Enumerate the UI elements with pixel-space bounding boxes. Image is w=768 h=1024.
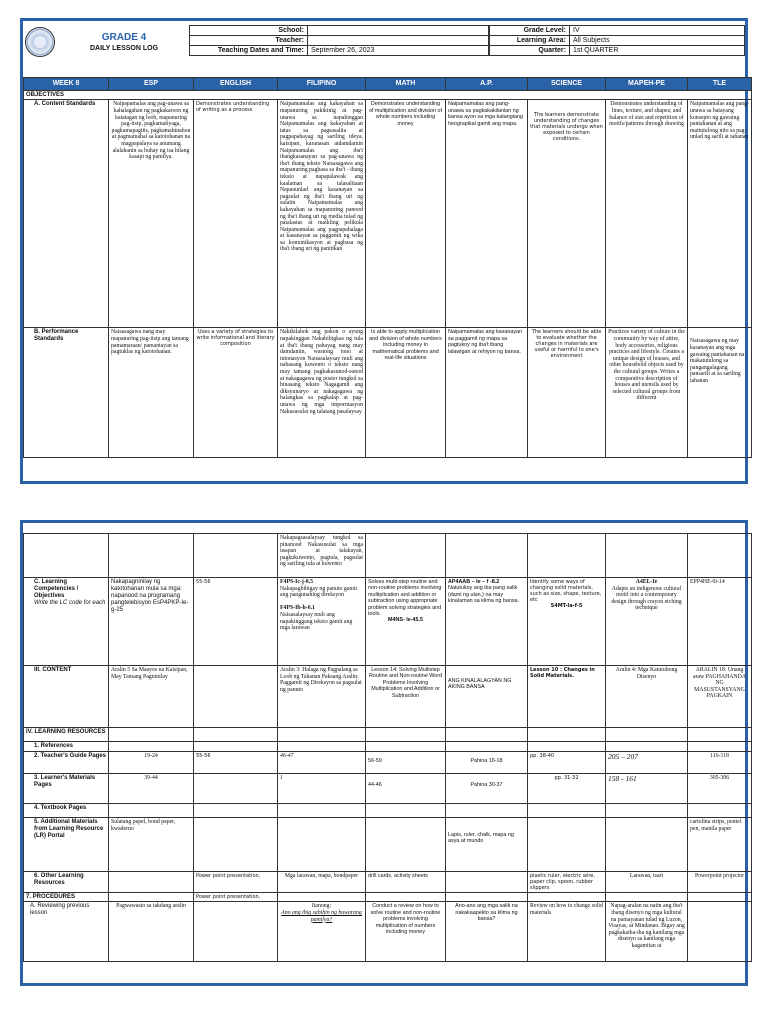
procedures-row: [24, 893, 752, 902]
content-label: III. CONTENT: [24, 666, 109, 728]
grade-title: GRADE 4: [101, 31, 147, 43]
col-tle: TLE: [688, 78, 752, 91]
objectives-row: [24, 91, 752, 100]
references-label: 1. References: [24, 742, 109, 752]
col-mapeh: MAPEH-PE: [606, 78, 688, 91]
quarter-value: 1st QUARTER: [570, 46, 745, 56]
ct-english: [194, 666, 278, 728]
lc-math-text: Solves multi-step routine and non-routine problems involving multiplication and addition or subtraction using appropriate problem solving strategies and tools.: [368, 579, 442, 618]
competencies-title: C. Learning Competencies / Objectives: [34, 579, 79, 599]
header-table: [23, 25, 745, 59]
content-standards-label: A. Content Standards: [24, 100, 109, 328]
header-left-box: [189, 25, 489, 56]
other-resources-row: [24, 872, 752, 893]
performance-standards-label: B. Performance Standards: [24, 328, 109, 458]
content-standards-row: [24, 100, 752, 328]
additional-materials-label: 5. Additional Materials from Learning Resource (LR) Portal: [24, 818, 109, 872]
log-title: DAILY LESSON LOG: [89, 44, 159, 52]
textbook-label: 4. Textbook Pages: [24, 804, 109, 818]
reviewing-label: A. Reviewing previous lesson: [24, 902, 109, 962]
lm-ap: Pahina 30-37: [446, 774, 528, 804]
deped-seal-icon: [25, 27, 55, 57]
ps-english: Uses a variety of strategies to write informational and literary composition: [194, 328, 278, 458]
tg-ap: Pahina 16-18: [446, 752, 528, 774]
lc-mapeh-code: A4EL-Ie: [635, 579, 658, 585]
rv-filipino: [278, 902, 366, 962]
lc-english: 55-56: [194, 578, 278, 666]
teacher-label: Teacher:: [190, 36, 308, 46]
learning-area-label: Learning Area:: [490, 36, 570, 46]
learners-materials-label: 3. Learner's Materials Pages: [24, 774, 109, 804]
tg-tle: 116-118: [688, 752, 752, 774]
tg-filipino: 46-47: [278, 752, 366, 774]
teachers-guide-label: 2. Teacher's Guide Pages: [24, 752, 109, 774]
quarter-label: Quarter:: [490, 46, 570, 56]
lm-english: [194, 774, 278, 804]
lm-math: 44-46: [366, 774, 446, 804]
performance-standards-row: [24, 328, 752, 458]
lc-math-code: M4NS- Ie-45.5: [387, 617, 424, 624]
lc-filipino-code-2: F4PS-Ib-h-6.1: [280, 605, 315, 612]
cont-filipino: Nakapagsasalaysay tungkol sa pinanood Nakasusulat sa mga usapan at talakayan, pagkukuwento, pagtula, pagsulat ng sariling tula at kuwento: [278, 534, 366, 578]
ps-ap: Naipamamalas ang kasanayan sa paggamit ng mapa sa pagtukoy ng iba't ibang lalawigan at rehiyon ng bansa.: [446, 328, 528, 458]
or-filipino: Mga larawan, mapa, bondpaper: [278, 872, 366, 893]
teacher-value: [308, 36, 489, 46]
other-resources-label: 6. Other Learning Resources: [24, 872, 109, 893]
tg-english: 55-56: [194, 752, 278, 774]
cs-mapeh: Demonstrates understanding of lines, texture, and shapes; and balance of size and repetition of motifs/patterns through drawing: [606, 100, 688, 328]
lesson-log-page-1: [20, 18, 748, 484]
objectives-label: OBJECTIVES: [24, 91, 752, 100]
ps-tle: Naisasagawa ng may kasanayan ang mga gawaing pantahanan na makatutulong sa pangangalagang pansarili at sa sariling tahanan: [688, 328, 752, 458]
ps-science: The learners should be able to evaluate whether the changes in materials are useful or harmful to one's environment: [528, 328, 606, 458]
ct-tle: ARALIN 18: Unang araw PAGHAHANDA NG MASUSTANSYANG PAGKAIN: [688, 666, 752, 728]
ct-math: Lesson 14: Solving Multistep Routine and Non-routine Word Problems Involving Multiplication and Addition or Subtraction: [366, 666, 446, 728]
school-label: School:: [190, 26, 308, 36]
lc-math: [366, 578, 446, 666]
header-right-box: [489, 25, 745, 56]
ct-filipino: Aralin 3: Halaga ng Pagpalang sa Loob ng Tahanan Paksang Aralin: Paggamit ng Direksyon sa pagsulat ng panuto: [278, 666, 366, 728]
cs-english: Demonstrates understanding of writing as a process: [194, 100, 278, 328]
school-value: [308, 26, 489, 36]
ct-mapeh: Aralin 4: Mga Katutubong Disenyo: [606, 666, 688, 728]
lm-mapeh: 158 - 161: [606, 774, 688, 804]
references-row: [24, 742, 752, 752]
cs-science: The learners demonstrate understanding of changes that materials undergo when exposed to certain conditions.: [528, 100, 606, 328]
lm-science: pp. 31-32: [528, 774, 606, 804]
ct-esp: Aralin 5 Sa Maayos na Kaisipan, May Tamang Pagninilay: [109, 666, 194, 728]
additional-materials-row: [24, 818, 752, 872]
grade-level-label: Grade Level:: [490, 26, 570, 36]
lc-filipino-text-1: Nakapagbibigay ng panuto gamit ang pangunahing direksyon: [280, 585, 358, 599]
lm-esp: 39-44: [109, 774, 194, 804]
lesson-log-page-2: [20, 520, 748, 986]
rv-ap: Ano-ano ang mga salik na nakakaapekto sa klima ng bansa?: [446, 902, 528, 962]
rv-science: Review on how to change solid materials: [528, 902, 606, 962]
lc-ap-text: Natutukoy ang iba pang salik (dami ng ulan,) na may kinalaman sa klima ng bansa.: [448, 585, 520, 605]
tg-esp: 19-24: [109, 752, 194, 774]
competencies-row: [24, 578, 752, 666]
lc-science: [528, 578, 606, 666]
rv-mapeh: Napag-aralan na natin ang iba't ibang disenyo ng mga kultural na pamayanan tulad ng Luzon, Visayas, at Mindanao. Bigay ang pagkakaiba-iba ng kanilang mga disenyo sa kanilang mga kagamitan at: [606, 902, 688, 962]
ct-ap: ANG KINALALAGYAN NG AKING BANSA: [446, 666, 528, 728]
am-tle: cartolina strips, pentel pen, manila paper: [688, 818, 752, 872]
learning-resources-label: IV. LEARNING RESOURCES: [24, 728, 109, 742]
lc-filipino: [278, 578, 366, 666]
am-esp: Sulatang papel, bond paper, kwaderno: [109, 818, 194, 872]
col-science: SCIENCE: [528, 78, 606, 91]
col-english: ENGLISH: [194, 78, 278, 91]
lc-science-text: Identify some ways of changing solid materials, such as size, shape, texture, etc: [530, 579, 602, 603]
lc-ap: [446, 578, 528, 666]
col-filipino: FILIPINO: [278, 78, 366, 91]
learning-area-value: All Subjects: [570, 36, 745, 46]
lesson-table-page-2: [23, 533, 752, 962]
reviewing-row: [24, 902, 752, 962]
textbook-row: [24, 804, 752, 818]
lc-mapeh-text: Adapts an indigenous cultural motif into a contemporary design through crayon etching technique: [611, 585, 682, 612]
lc-filipino-text-2: Naisasalaysay muli ang napakinggang teksto gamit ang mga larawan: [280, 611, 353, 632]
cs-ap: Naipamamalas ang pang-unawa sa pagkakakilanlan ng bansa ayon sa mga katangiang heograpikal gamit ang mapa.: [446, 100, 528, 328]
content-row: [24, 666, 752, 728]
rv-esp: Pagwawasto sa takdang aralin: [109, 902, 194, 962]
ct-science: Lesson 10 : Changes in Solid Materials.: [528, 666, 606, 728]
rv-filipino-prompt: Itanong:: [311, 903, 332, 910]
lesson-table-page-1: [23, 77, 752, 458]
continuation-row: [24, 534, 752, 578]
learning-resources-row: [24, 728, 752, 742]
or-tle: Powerpoint projector: [688, 872, 752, 893]
or-math: drill cards, activity sheets: [366, 872, 446, 893]
learners-materials-row: [24, 774, 752, 804]
ps-mapeh: Practices variety of culture in the community by way of attire, body accessories, religious practices and lifestyle. Creates a unique design of houses, and other household objects used by the cultural groups. Writes a comparative description of houses and utensils used by selected cultural groups from different: [606, 328, 688, 458]
rv-math: Conduct a review on how to solve routine and non-routine problems involving multiplication of numbers including money: [366, 902, 446, 962]
lc-filipino-code-1: F4PS-Ic-j-8.5: [280, 579, 314, 585]
lm-filipino: 1: [278, 774, 366, 804]
lc-ap-code: AP4AAB – Ie – f -8.2: [448, 579, 500, 585]
or-english: Power point presentation,: [194, 872, 278, 893]
col-math: MATH: [366, 78, 446, 91]
cs-esp: Naipapamalas ang pag-unawa sa kahalagahan ng pagkakaroon ng katatagan ng loob, mapanuring pag-iisip, pagkamatiyaga, pagkamapagtiis, pagkamahinahon at pagmamahal sa katotohanan na magpapalaya sa anumang alalahanin sa buhay ng isa bilang kasapi ng pamilya.: [109, 100, 194, 328]
cs-math: Demonstrates understanding of multiplication and division of whole numbers including money: [366, 100, 446, 328]
lc-tle: EPP4HE-0i-14: [688, 578, 752, 666]
dates-value: September 26, 2023: [308, 46, 489, 56]
tg-science: pp. 38-40: [528, 752, 606, 774]
cs-tle: Naipamamalas ang pang-unawa sa batayang konsepto ng gawaing pantahanan at ang maitutulong nito sa pag-unlad ng sarili at tahanan: [688, 100, 752, 328]
lm-tle: 305-306: [688, 774, 752, 804]
column-header-row: [24, 78, 752, 91]
proc-english: Power point presentation,: [194, 893, 278, 902]
grade-level-value: IV: [570, 26, 745, 36]
competencies-label: [24, 578, 109, 666]
procedures-label: 7. PROCEDURES: [24, 893, 109, 902]
am-ap: Lapis, ruler, chalk, mapa ng asya at mundo: [446, 818, 528, 872]
lc-esp: Nakapagninilay ng katotohanan mula sa mga: napanood na programang pangtelebisyon EsP4PKP-Ie-g-25: [109, 578, 194, 666]
tg-mapeh: 205 – 207: [606, 752, 688, 774]
ps-esp: Naisasagawa nang may mapanuring pag-iisip ang tamang pamamaraan/ pamantayan sa pagtuklas ng katotohanan.: [109, 328, 194, 458]
competencies-sublabel: Write the LC code for each: [34, 600, 106, 606]
ps-filipino: Nakikilahok ang pakon o ayung napakinggan Nakabibigkas ng tula at iba't ibang pahayag nang may damdamin, wastong tono at intonasyon Naisasalaysay muli ang nabasang kuwento o teksto nang may tamang pagkakasunod-sunod at nakagagawa ng poster tungkol sa binasang teksto Nagagamit ang diksyunaryo at nakagagawa ng balangkas sa pagkalap at pag-unawa ng mga impormasyon Nakasusulat ng talatang pasalaysay: [278, 328, 366, 458]
ps-math: Is able to apply multiplication and division of whole numbers including money in mathematical problems and real-life situations: [366, 328, 446, 458]
col-esp: ESP: [109, 78, 194, 91]
or-science: plastic ruler, electric wire, paper clip, spoon, rubber slippers: [528, 872, 606, 893]
col-ap: A.P.: [446, 78, 528, 91]
or-mapeh: Larawan, tsart: [606, 872, 688, 893]
lc-mapeh: [606, 578, 688, 666]
col-week: WEEK 8: [24, 78, 109, 91]
dates-label: Teaching Dates and Time:: [190, 46, 308, 56]
cs-filipino: Naipamamalas ang kakayahan sa mapanuring pakikinig at pag-unawa sa napakinggan Naipamamalas ang kakayahan at tatas sa pagsasalita at pagpapahayag ng sariling ideya, kaisipan, karanasan atdamdamin Naipamamalas ang iba't ibangkasanayan sa pag-unawa ng iba't ibang teksto Naisasagawa ang mapanuring pagbasa sa iba't - ibang teksto at napapalawak ang kaalaman sa talasalitaan Napauunlad ang kasanayan sa pagsulat ng iba't ibang uri ng sulatin Naipamamalas ang kakayahan sa mapanuring panood ng iba't ibang uri ng media tulad ng patalastas at maikling pelikula Naipamamalas ang pagpapahalaga at kasanayan sa paggamit ng wika sa komunikasyon at pagbasa ng iba't ibang uri ng panitikan: [278, 100, 366, 328]
rv-filipino-question: Ano ang ibig sabihin ng huwarang pamilya?: [281, 910, 362, 923]
teachers-guide-row: [24, 752, 752, 774]
lc-science-code: S4MT-Ia-f-5: [550, 603, 583, 609]
tg-math: 56-59: [366, 752, 446, 774]
